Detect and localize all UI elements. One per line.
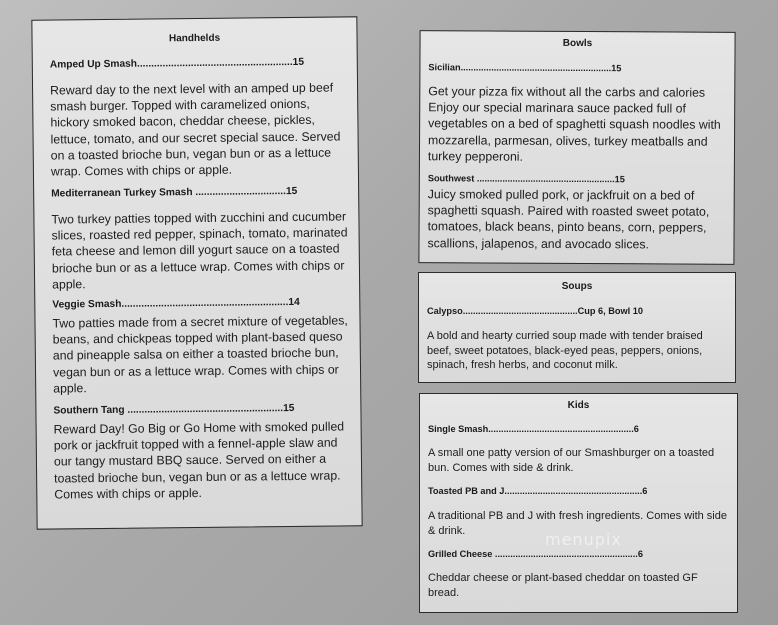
item-toasted-pb-and-j-description: A traditional PB and J with fresh ingredients. Comes with side & drink. (428, 510, 727, 537)
item-mediterranean-turkey-smash-heading: Mediterranean Turkey Smash ................................15 (51, 185, 298, 200)
item-sicilian-description: Get your pizza fix without all the carbs and calories Enjoy our special marinara sauce packed full of vegetables on a bed of spaghetti squash noodles with mozzarella, parmesan, olives, turkey meatballs and turkey pepperoni. (427, 84, 721, 164)
bowls-title: Bowls (562, 37, 593, 50)
soups-title: Soups (561, 281, 593, 292)
item-amped-up-smash-heading: Amped Up Smash.......................................................15 (49, 56, 305, 71)
item-calypso-description: A bold and hearty curried soup made with tender braised beef, sweet potatoes, black-eyed peas, peppers, onions, spinach, fresh herbs, and coconut milk. (427, 330, 703, 371)
item-sicilian-heading: Sicilian...........................................................15 (428, 62, 622, 74)
item-amped-up-smash-description: Reward day to the next level with an amped up beef smash burger. Topped with caramelized onions, hickory smoked bacon, cheddar cheese, pickles, lettuce, tomato, and our secret special sauce. Served on a toasted brioche bun, vegan bun or as a lettuce wrap. Comes with chips or apple. (50, 80, 341, 179)
item-mediterranean-turkey-smash-description: Two turkey patties topped with zucchini and cucumber slices, roasted red pepper, spinach, tomato, marinated feta cheese and lemon dill yogurt sauce on a toasted brioche bun or as a lettuce wrap. Comes with chips or apple. (51, 209, 348, 292)
item-southwest-description: Juicy smoked pulled pork, or jackfruit on a bed of spaghetti squash. Paired with roasted sweet potato, tomatoes, black beans, pinto beans, corn, peppers, scallions, jalapenos, and avocado slices. (427, 187, 710, 251)
item-single-smash-heading: Single Smash.........................................................6 (428, 424, 639, 434)
item-toasted-pb-and-j-heading: Toasted PB and J......................................................6 (428, 486, 648, 496)
item-southern-tang-heading: Southern Tang .......................................................15 (53, 402, 295, 417)
handhelds-panel (31, 16, 362, 529)
bowls-panel (418, 30, 735, 265)
item-single-smash-description: A small one patty version of our Smashburger on a toasted bun. Comes with side & drink. (428, 447, 715, 474)
item-calypso-heading: Calypso.............................................Cup 6, Bowl 10 (427, 306, 643, 316)
item-southwest-heading: Southwest ......................................................15 (427, 173, 625, 185)
item-grilled-cheese-heading: Grilled Cheese ........................................................6 (428, 549, 643, 559)
item-veggie-smash-heading: Veggie Smash...........................................................14 (52, 296, 300, 311)
handhelds-title: Handhelds (168, 32, 221, 45)
watermark-logo: menupix (545, 530, 622, 549)
soups-panel (418, 272, 736, 383)
item-grilled-cheese-description: Cheddar cheese or plant-based cheddar on toasted GF bread. (428, 572, 698, 599)
kids-panel (419, 393, 738, 613)
item-southern-tang-description: Reward Day! Go Big or Go Home with smoked pulled pork or jackfruit topped with a fennel-apple slaw and our tangy mustard BBQ sauce. Served on either a toasted brioche bun, vegan bun or as a lettuce wrap. Comes with chips or apple. (53, 419, 345, 502)
item-veggie-smash-description: Two patties made from a secret mixture of vegetables, beans, and chickpeas topped with plant-based queso and pineapple salsa on either a toasted brioche bun, vegan bun or as a lettuce wrap. Comes with chips or apple. (52, 313, 348, 396)
kids-title: Kids (567, 400, 590, 411)
